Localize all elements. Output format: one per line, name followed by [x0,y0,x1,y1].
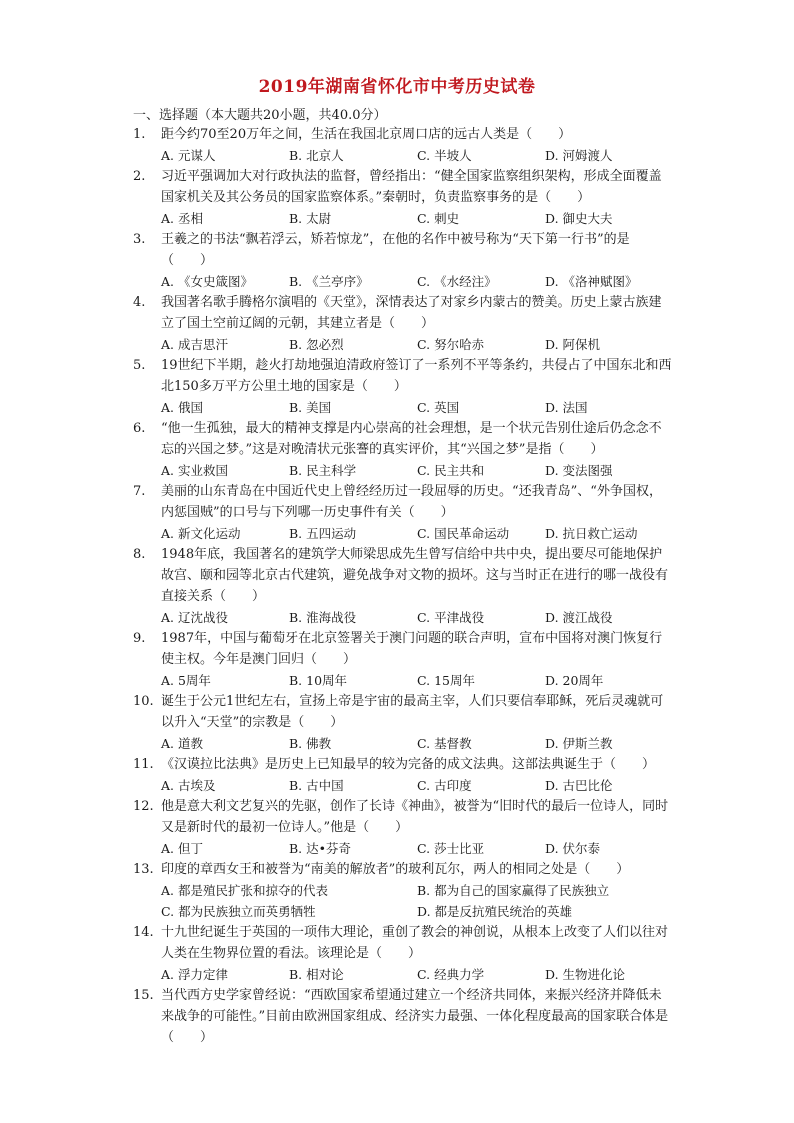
question-number: 11. [133,757,154,772]
options-row [161,670,673,691]
exam-title: 2019年湖南省怀化市中考历史试卷 [258,77,536,97]
option-b: B. 忽必烈 [289,337,344,352]
options-row [161,397,673,418]
options-row [161,523,673,544]
option-a: A. 古埃及 [161,778,216,793]
question-stem: 距今约70至20万年之间，生活在我国北京周口店的远古人类是（ ） [161,127,572,142]
option-a: A. 《女史箴图》 [161,274,253,289]
question-stem: 美丽的山东青岛在中国近代史上曾经经历过一段屈辱的历史。“还我青岛”、“外争国权，内惩国贼”的口号与下列哪一历史事件有关（ ） [161,484,662,520]
option-a: A. 但丁 [161,841,203,856]
option-b: B. 淮海战役 [289,610,357,625]
option-b: B. 美国 [289,400,332,415]
option-b: B. 北京人 [289,148,344,163]
option-d: D. 20周年 [545,673,604,688]
question-stem: 十九世纪诞生于英国的一项伟大理论，重创了教会的神创说，从根本上改变了人们以往对人类在生物界位置的看法。该理论是（ ） [161,925,669,961]
question-stem: 王羲之的书法“飘若浮云，矫若惊龙”，在他的名作中被号称为“天下第一行书”的是（ ） [161,232,630,268]
option-d: D. 渡江战役 [545,610,613,625]
question-stem: 19世纪下半期，趁火打劫地强迫清政府签订了一系列不平等条约，共侵占了中国东北和西北150多万平方公里土地的国家是（ ） [161,358,672,394]
question-3 [133,229,673,292]
option-d: D. 御史大夫 [545,211,613,226]
option-d: D. 都是反抗殖民统治的英雄 [417,904,573,919]
question-stem: 1987年，中国与葡萄牙在北京签署关于澳门问题的联合声明，宣布中国将对澳门恢复行使主权。今年是澳门回归（ ） [161,631,663,667]
option-c: C. 经典力学 [417,967,485,982]
question-list [133,124,673,1048]
options-row [161,208,673,229]
question-number: 6. [133,421,146,436]
option-d: D. 法国 [545,400,588,415]
option-c: C. 民主共和 [417,463,485,478]
question-stem: 我国著名歌手腾格尔演唱的《天堂》，深情表达了对家乡内蒙古的赞美。历史上蒙古族建立了国土空前辽阔的元朝，其建立者是（ ） [161,295,662,331]
option-a: A. 成吉思汗 [161,337,228,352]
option-d: D. 河姆渡人 [545,148,613,163]
question-15 [133,985,673,1048]
question-11 [133,754,673,796]
option-c: C. 半坡人 [417,148,472,163]
options-row [161,460,673,481]
option-b: B. 相对论 [289,967,344,982]
option-a: A. 5周年 [161,673,211,688]
option-d: D. 《洛神赋图》 [545,274,638,289]
question-stem: 印度的章西女王和被誉为“南美的解放者”的玻利瓦尔，两人的相同之处是（ ） [161,862,630,877]
question-14 [133,922,673,985]
options-row [161,607,673,628]
option-c: C. 古印度 [417,778,472,793]
question-13 [133,859,673,922]
question-number: 14. [133,925,154,940]
options-row [161,733,673,754]
question-number: 3. [133,232,146,247]
question-number: 8. [133,547,146,562]
question-10 [133,691,673,754]
option-b: B. 太尉 [289,211,332,226]
option-a: A. 新文化运动 [161,526,241,541]
question-stem: 当代西方史学家曾经说：“西欧国家希望通过建立一个经济共同体，来振兴经济并降低未来战争的可能性。”目前由欧洲国家组成、经济实力最强、一体化程度最高的国家联合体是（ ） [161,988,669,1045]
question-4 [133,292,673,355]
question-stem: 习近平强调加大对行政执法的监督，曾经指出：“健全国家监察组织架构，形成全面覆盖国家机关及其公务员的国家监察体系。”秦朝时，负责监察事务的是（ ） [161,169,662,205]
question-number: 12. [133,799,154,814]
option-c: C. 刺史 [417,211,460,226]
option-a: A. 浮力定律 [161,967,228,982]
option-d: D. 伏尔泰 [545,841,601,856]
option-b: B. 10周年 [289,673,348,688]
option-a: A. 都是殖民扩张和掠夺的代表 [161,883,328,898]
question-number: 9. [133,631,146,646]
question-number: 5. [133,358,146,373]
option-d: D. 变法图强 [545,463,613,478]
options-row [161,775,673,796]
option-d: D. 伊斯兰教 [545,736,613,751]
option-d: D. 生物进化论 [545,967,626,982]
question-1 [133,124,673,166]
option-c: C. 基督教 [417,736,472,751]
option-a: A. 道教 [161,736,203,751]
option-b: B. 佛教 [289,736,332,751]
option-b: B. 五四运动 [289,526,357,541]
question-12 [133,796,673,859]
option-c: C. 《水经注》 [417,274,497,289]
question-number: 1. [133,127,146,142]
option-c: C. 平津战役 [417,610,485,625]
option-d: D. 古巴比伦 [545,778,613,793]
question-stem: “他一生孤独，最大的精神支撑是内心崇高的社会理想，是一个状元告别仕途后仍念念不忘的兴国之梦。”这是对晚清状元张謇的真实评价，其“兴国之梦”是指（ ） [161,421,662,457]
question-9 [133,628,673,691]
question-stem: 他是意大利文艺复兴的先驱，创作了长诗《神曲》，被誉为“旧时代的最后一位诗人，同时又是新时代的最初一位诗人。”他是（ ） [161,799,669,835]
options-row [161,145,673,166]
option-b: B. 民主科学 [289,463,357,478]
option-c: C. 15周年 [417,673,475,688]
question-number: 2. [133,169,146,184]
option-b: B. 都为自己的国家赢得了民族独立 [417,883,610,898]
option-a: A. 辽沈战役 [161,610,228,625]
option-a: A. 俄国 [161,400,203,415]
option-c: C. 莎士比亚 [417,841,485,856]
option-b: B. 达•芬奇 [289,841,352,856]
option-d: D. 抗日救亡运动 [545,526,638,541]
options-row [161,964,673,985]
option-c: C. 努尔哈赤 [417,337,485,352]
section-heading: 一、选择题（本大题共20小题，共40.0分） [133,108,387,123]
option-d: D. 阿保机 [545,337,601,352]
option-a: A. 丞相 [161,211,203,226]
question-stem: 诞生于公元1世纪左右，宣扬上帝是宇宙的最高主宰，人们只要信奉耶稣，死后灵魂就可以升入“天堂”的宗教是（ ） [161,694,664,730]
option-a: A. 实业救国 [161,463,228,478]
option-b: B. 《兰亭序》 [289,274,369,289]
question-8 [133,544,673,628]
question-stem: 《汉谟拉比法典》是历史上已知最早的较为完备的成文法典。这部法典诞生于（ ） [161,757,656,772]
question-number: 15. [133,988,154,1003]
options-row [161,880,673,922]
option-b: B. 古中国 [289,778,344,793]
question-5 [133,355,673,418]
question-2 [133,166,673,229]
question-7 [133,481,673,544]
options-row [161,838,673,859]
question-stem: 1948年底，我国著名的建筑学大师梁思成先生曾写信给中共中央，提出要尽可能地保护故宫、颐和园等北京古代建筑，避免战争对文物的损坏。这与当时正在进行的哪一战役有直接关系（ ） [161,547,669,604]
option-c: C. 国民革命运动 [417,526,510,541]
options-row [161,271,673,292]
question-number: 4. [133,295,146,310]
question-6 [133,418,673,481]
question-number: 13. [133,862,154,877]
option-a: A. 元谋人 [161,148,216,163]
options-row [161,334,673,355]
option-c: C. 英国 [417,400,460,415]
option-c: C. 都为民族独立而英勇牺牲 [161,904,316,919]
question-number: 10. [133,694,154,709]
question-number: 7. [133,484,146,499]
